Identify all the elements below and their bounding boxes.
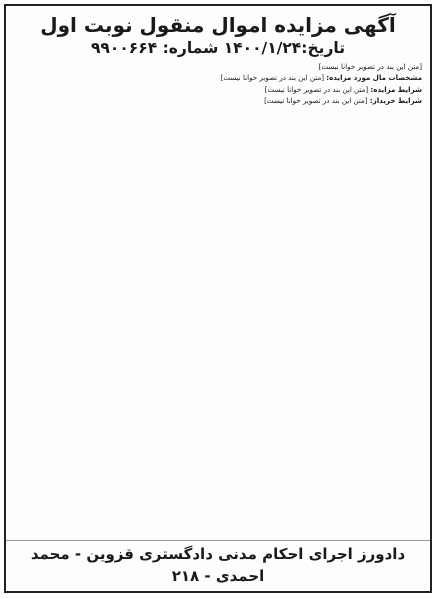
notice-title: آگهی مزایده اموال منقول نوبت اول: [40, 13, 396, 37]
vehicle-text: [متن این بند در تصویر خوانا نیست]: [220, 73, 325, 83]
intro-paragraph: [متن این بند در تصویر خوانا نیست]: [318, 62, 422, 71]
notice-body: [6, 62, 430, 107]
notice-frame: [4, 4, 432, 593]
buyer-heading: شرایط خریدار:: [369, 96, 422, 106]
conditions-heading: شرایط مزایده:: [370, 84, 422, 94]
notice-signature: دادورز اجرای احکام مدنی دادگستری قزوین - محمد احمدی - ۲۱۸: [6, 540, 430, 587]
vehicle-heading: مشخصات مال مورد مزایده:: [326, 73, 422, 83]
conditions-section: [14, 85, 422, 95]
buyer-text: [متن این بند در تصویر خوانا نیست]: [264, 96, 368, 106]
conditions-text: [متن این بند در تصویر خوانا نیست]: [264, 84, 369, 94]
vehicle-section: [14, 73, 422, 83]
notice-date-number: تاریخ:۱۴۰۰/۱/۲۴ شماره: ۹۹۰۰۶۶۴: [90, 39, 346, 57]
buyer-section: [14, 96, 422, 106]
